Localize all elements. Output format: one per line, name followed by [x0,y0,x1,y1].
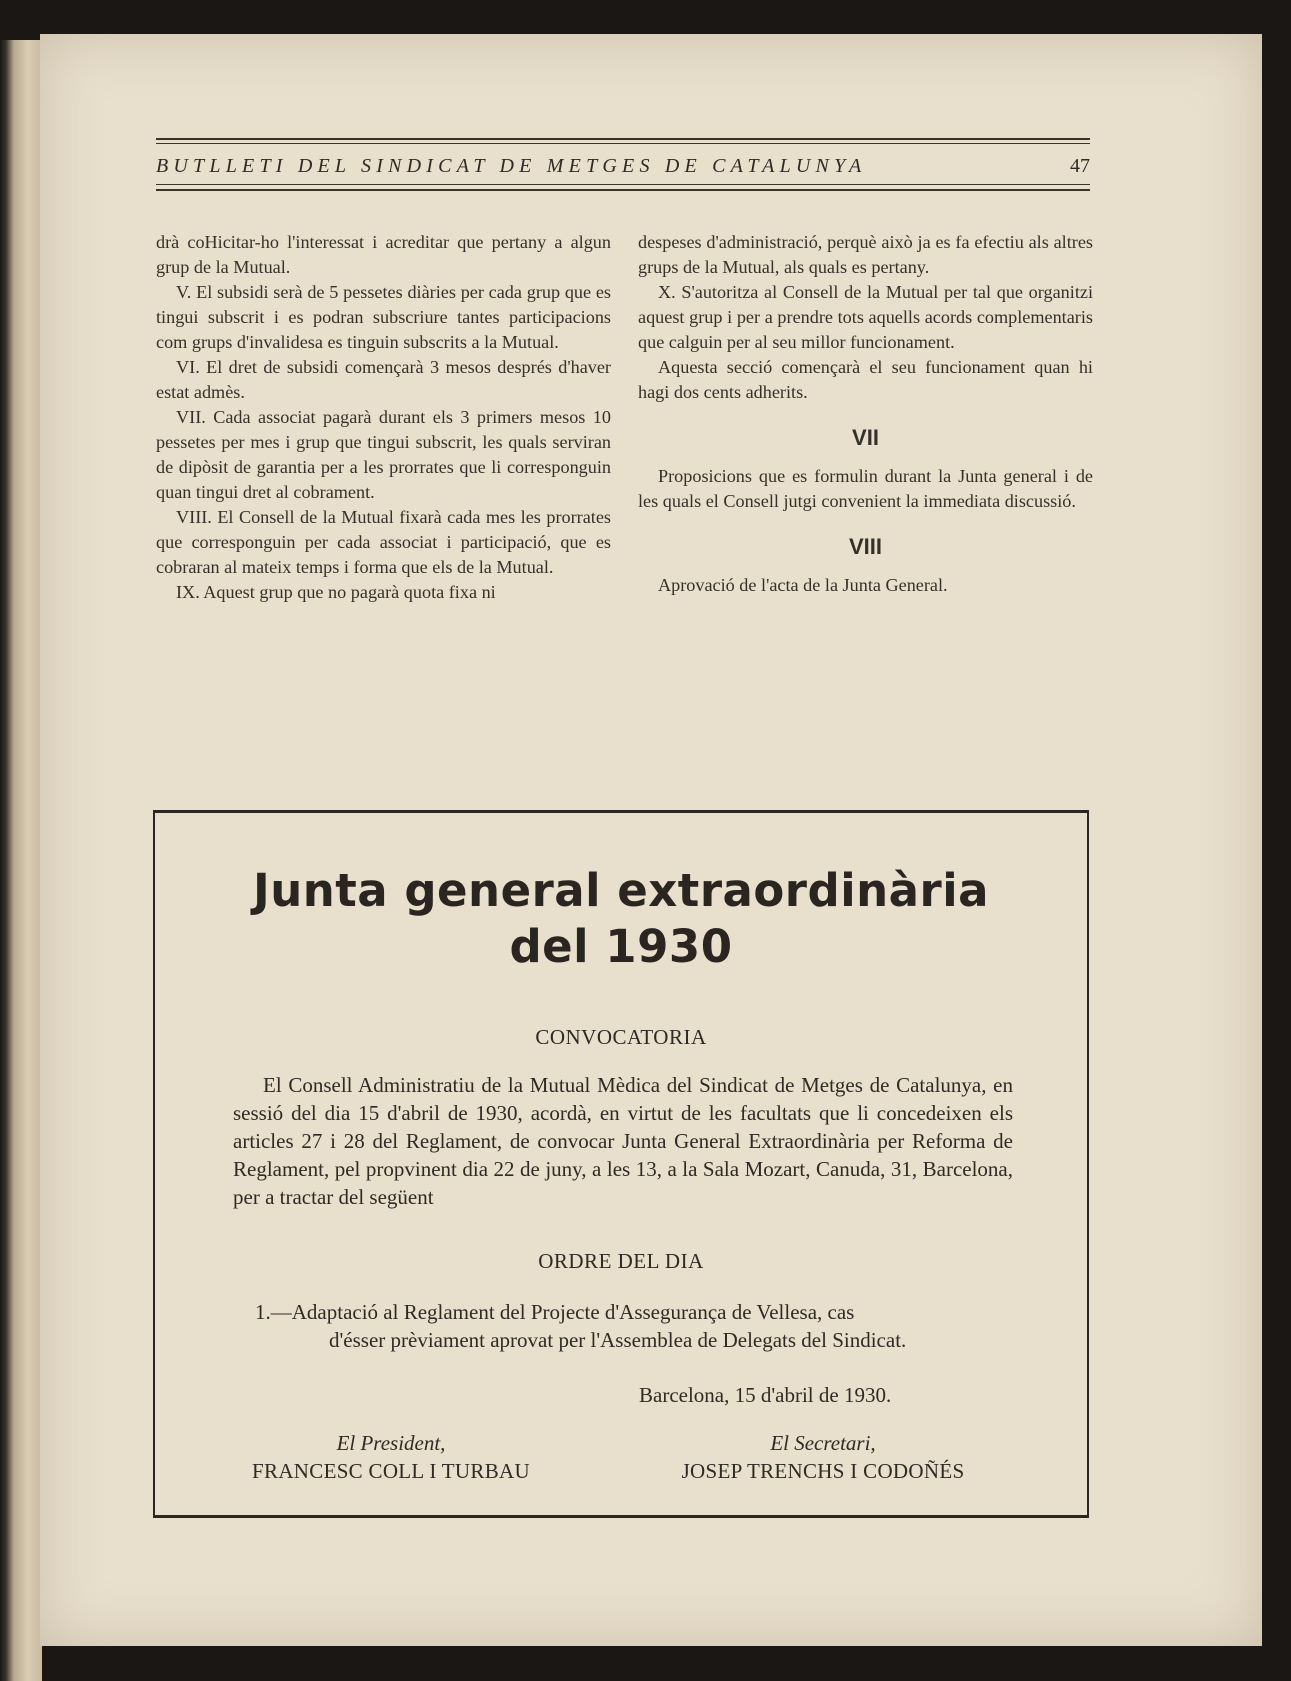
convocatoria-heading: CONVOCATORIA [535,1025,707,1049]
paragraph: despeses d'administració, perquè això ja es fa efectiu als altres grups de la Mutual, als quals es pertany. [638,232,1093,277]
secretary-role: El Secretari, [770,1431,876,1455]
title-line-1: Junta general extraordinària [252,864,990,917]
announcement-title [155,863,1087,975]
paragraph-vii: VII. Cada associat pagarà durant els 3 primers mesos 10 pessetes per mes i grup que tingui subscrit, les quals serviran de dipòsit de garantia per a les prorrates que li corresponguin quan tingui dret al cobrament. [156,407,611,502]
president-name: FRANCESC COLL I TURBAU [252,1459,530,1483]
header-rule-bottom [156,189,1090,191]
paragraph: drà coHicitar-ho l'interessat i acreditar que pertany a algun grup de la Mutual. [156,232,611,277]
section-heading-vii: VII [852,425,879,450]
header-rule-top [156,138,1090,140]
title-line-2: del 1930 [509,920,733,973]
section-viii-text: Aprovació de l'acta de la Junta General. [658,575,948,595]
left-column [156,230,611,605]
section-heading-viii: VIII [848,534,882,559]
section-vii-text: Proposicions que es formulin durant la Junta general i de les quals el Consell jutgi convenient la immediata discussió. [638,466,1093,511]
paragraph-vi: VI. El dret de subsidi començarà 3 mesos després d'haver estat admès. [156,357,611,402]
header-rule-bottom-thin [156,184,1090,185]
book-spine-edge [0,40,42,1681]
agenda-item-text-first: Adaptació al Reglament del Projecte d'Assegurança de Vellesa, cas [291,1300,855,1324]
document-page [40,34,1262,1646]
signature-secretary [623,1429,1023,1485]
paragraph-v: V. El subsidi serà de 5 pessetes diàries per cada grup que es tingui subscrit i es podran subscriure tantes participacions com grups d'invalidesa es tinguin subscrits a la Mutual. [156,282,611,352]
paragraph-x: X. S'autoritza al Consell de la Mutual per tal que organitzi aquest grup i per a prendre tots aquells acords complementaris que calguin per al seu millor funcionament. [638,282,1093,352]
signature-president [191,1429,591,1485]
agenda-item-text-rest: d'ésser prèviament aprovat per l'Assemblea de Delegats del Sindicat. [329,1328,907,1352]
announcement-box [153,810,1089,1518]
paragraph-ix: IX. Aquest grup que no pagarà quota fixa ni [176,582,496,602]
header-rule-top-thin [156,143,1090,144]
running-title: BUTLLETI DEL SINDICAT DE METGES DE CATALUNYA [156,154,867,177]
date-line: Barcelona, 15 d'abril de 1930. [639,1383,892,1407]
announcement-body [233,1071,1013,1211]
right-column [638,230,1093,598]
agenda-item [255,1298,973,1354]
paragraph-viii: VIII. El Consell de la Mutual fixarà cada mes les prorrates que corresponguin per cada associat i participació, que es cobraran al mateix temps i forma que els de la Mutual. [156,507,611,577]
convocation-text: El Consell Administratiu de la Mutual Mèdica del Sindicat de Metges de Catalunya, en sessió del dia 15 d'abril de 1930, acordà, en virtut de les facultats que li concedeixen els articles 27 i 28 del Reglament, de convocar Junta General Extraordinària per Reforma de Reglament, pel propvinent dia 22 de juny, a les 13, a la Sala Mozart, Canuda, 31, Barcelona, per a tractar del següent [233,1073,1013,1209]
president-role: El President, [336,1431,446,1455]
agenda-item-number: 1.— [255,1300,292,1324]
running-head [156,152,1090,180]
ordre-del-dia-heading: ORDRE DEL DIA [538,1249,704,1273]
paragraph: Aquesta secció començarà el seu funcionament quan hi hagi dos cents adherits. [638,357,1093,402]
secretary-name: JOSEP TRENCHS I CODOÑÉS [681,1459,965,1483]
page-number: 47 [1070,154,1090,177]
